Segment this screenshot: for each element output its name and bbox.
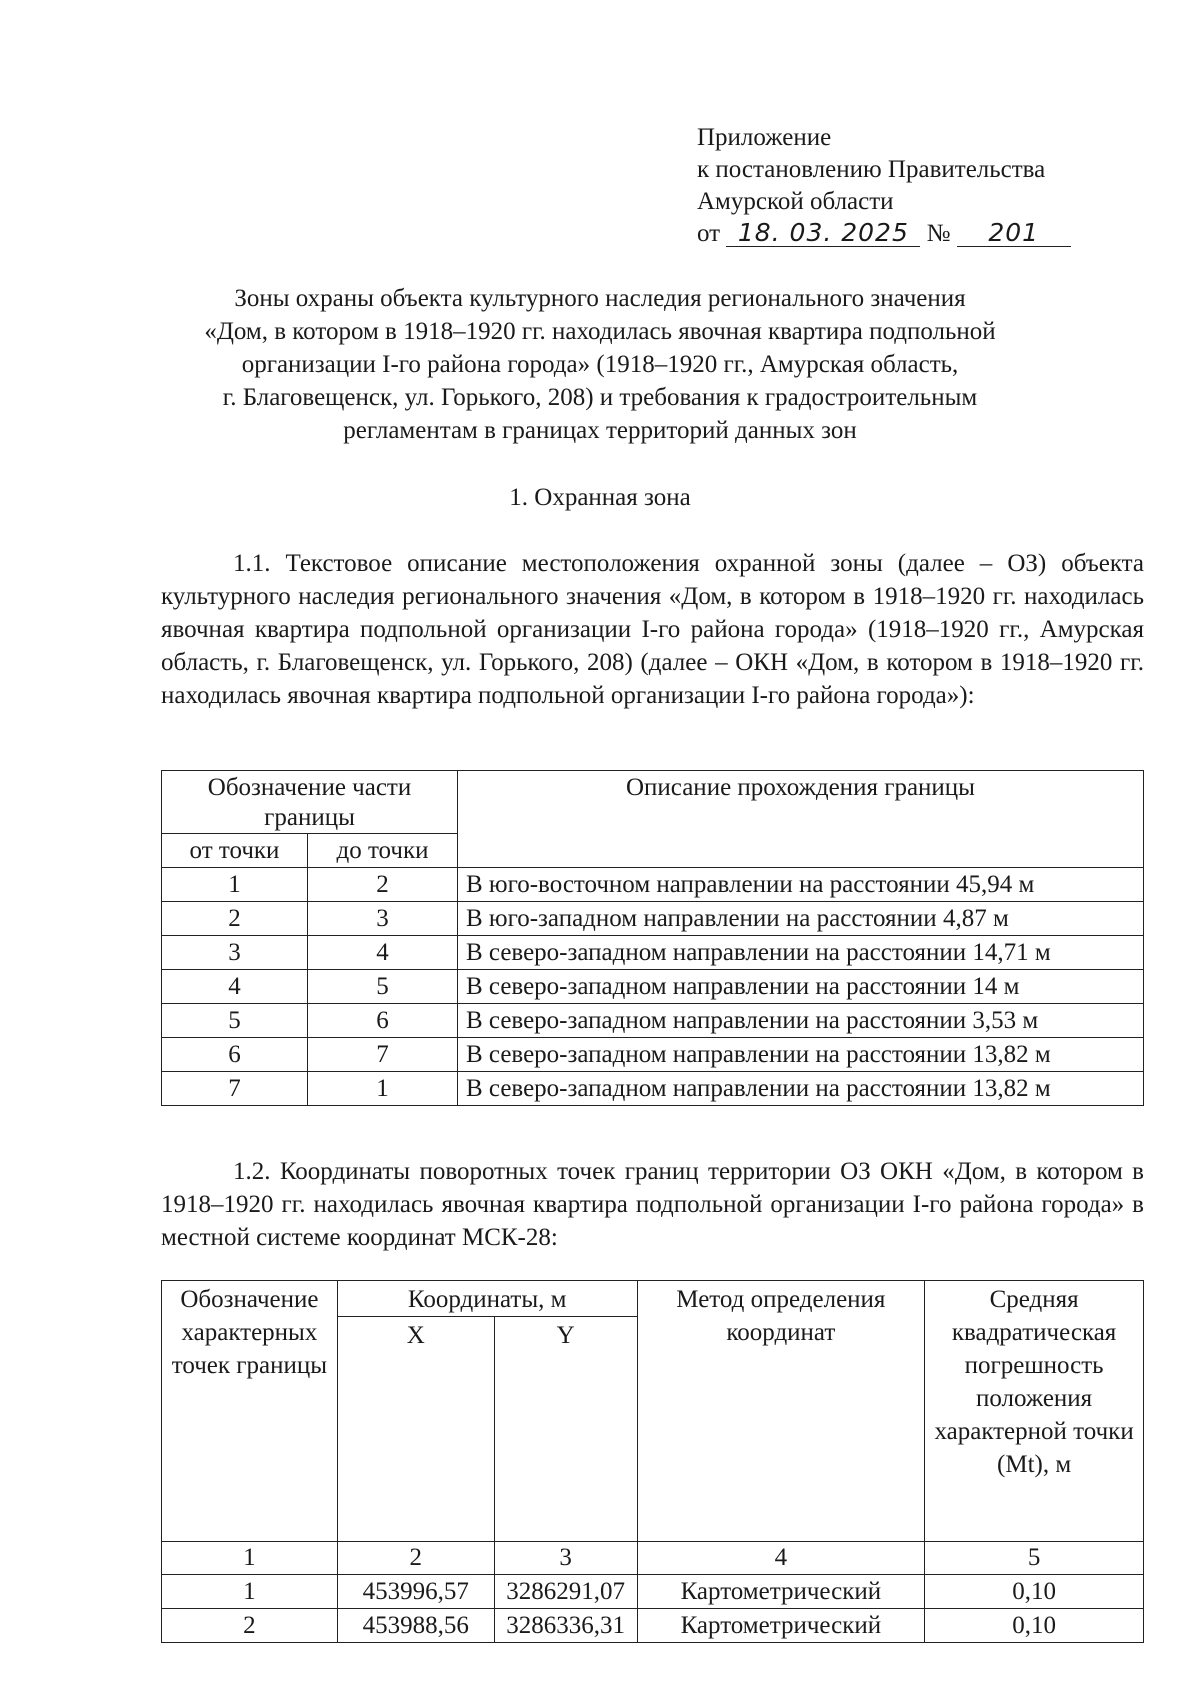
paragraph-1-1: 1.1. Текстовое описание местоположения охранной зоны (далее – ОЗ) объекта культурного наследия регионального значения «Дом, в котором в 1918–1920 гг. находилась явочная квартира подпольной организации I-го района города» (1918–1920 гг., Амурская область, г. Благовещенск, ул. Горького, 208) (далее – ОКН «Дом, в котором в 1918–1920 гг. находилась явочная квартира подпольной организации I-го района города»): [161, 550, 1144, 709]
column-index: 4 [637, 1542, 925, 1575]
description-cell: В северо-западном направлении на расстоянии 13,82 м [458, 1072, 1144, 1106]
header-point-designation: Обозначение характерных точек границы [162, 1281, 338, 1542]
header-mean-error: Средняя квадратическая погрешность положения характерной точки (Mt), м [925, 1281, 1144, 1542]
point-cell: 1 [162, 1575, 338, 1609]
to-point-cell: 4 [308, 936, 458, 970]
title-line-4: г. Благовещенск, ул. Горького, 208) и требования к градостроительным [222, 384, 978, 411]
method-cell: Картометрический [637, 1609, 925, 1643]
to-point-cell: 7 [308, 1038, 458, 1072]
header-boundary-description: Описание прохождения границы [458, 771, 1144, 868]
appendix-date-line [697, 218, 1071, 250]
header-method: Метод определения координат [637, 1281, 925, 1542]
table-row [162, 1004, 1144, 1038]
to-point-cell: 3 [308, 902, 458, 936]
title-line-5: регламентам в границах территорий данных зон [343, 417, 857, 444]
table-row [162, 902, 1144, 936]
from-point-cell: 4 [162, 970, 308, 1004]
table-row [162, 1072, 1144, 1106]
table-row [162, 970, 1144, 1004]
description-cell: В юго-западном направлении на расстоянии 4,87 м [458, 902, 1144, 936]
table-row [162, 936, 1144, 970]
header-x: X [337, 1317, 494, 1542]
from-point-cell: 7 [162, 1072, 308, 1106]
appendix-line-1: Приложение [697, 124, 832, 151]
from-point-cell: 6 [162, 1038, 308, 1072]
table-row [162, 868, 1144, 902]
appendix-line-2: к постановлению Правительства [697, 156, 1046, 183]
column-index: 1 [162, 1542, 338, 1575]
y-coordinate-cell: 3286336,31 [494, 1609, 637, 1643]
x-coordinate-cell: 453988,56 [337, 1609, 494, 1643]
error-cell: 0,10 [925, 1575, 1144, 1609]
x-coordinate-cell: 453996,57 [337, 1575, 494, 1609]
appendix-block [697, 122, 1071, 250]
header-part-of-boundary: Обозначение части границы [162, 771, 458, 834]
to-point-cell: 6 [308, 1004, 458, 1038]
y-coordinate-cell: 3286291,07 [494, 1575, 637, 1609]
table-row [162, 1575, 1144, 1609]
to-point-cell: 2 [308, 868, 458, 902]
error-cell: 0,10 [925, 1609, 1144, 1643]
column-index-row [162, 1542, 1144, 1575]
description-cell: В юго-восточном направлении на расстоянии 45,94 м [458, 868, 1144, 902]
description-cell: В северо-западном направлении на расстоянии 14,71 м [458, 936, 1144, 970]
method-cell: Картометрический [637, 1575, 925, 1609]
header-from-point: от точки [162, 834, 308, 868]
from-point-cell: 3 [162, 936, 308, 970]
section-title: 1. Охранная зона [509, 484, 691, 511]
title-line-1: Зоны охраны объекта культурного наследия регионального значения [234, 285, 966, 312]
coordinates-table [161, 1280, 1144, 1643]
point-cell: 2 [162, 1609, 338, 1643]
boundary-table [161, 770, 1144, 1106]
appendix-line-3: Амурской области [697, 188, 894, 215]
paragraph-1-2: 1.2. Координаты поворотных точек границ территории ОЗ ОКН «Дом, в котором в 1918–1920 гг. находилась явочная квартира подпольной организации I-го района города» в местной системе координат МСК-28: [161, 1158, 1144, 1251]
column-index: 3 [494, 1542, 637, 1575]
from-point-cell: 2 [162, 902, 308, 936]
from-point-cell: 5 [162, 1004, 308, 1038]
header-y: Y [494, 1317, 637, 1542]
header-to-point: до точки [308, 834, 458, 868]
handwritten-number: 201 [957, 220, 1071, 247]
to-point-cell: 5 [308, 970, 458, 1004]
title-line-3: организации I-го района города» (1918–1920 гг., Амурская область, [241, 351, 959, 378]
from-point-cell: 1 [162, 868, 308, 902]
document-title [150, 282, 1050, 447]
description-cell: В северо-западном направлении на расстоянии 3,53 м [458, 1004, 1144, 1038]
description-cell: В северо-западном направлении на расстоянии 13,82 м [458, 1038, 1144, 1072]
table-row [162, 1038, 1144, 1072]
column-index: 2 [337, 1542, 494, 1575]
boundary-table-header [162, 771, 1144, 834]
table-row [162, 1609, 1144, 1643]
date-prefix: от [697, 220, 721, 247]
to-point-cell: 1 [308, 1072, 458, 1106]
handwritten-date: 18. 03. 2025 [726, 220, 920, 247]
coordinates-table-header [162, 1281, 1144, 1317]
header-coordinates: Координаты, м [337, 1281, 637, 1317]
column-index: 5 [925, 1542, 1144, 1575]
number-prefix: № [926, 220, 951, 247]
title-line-2: «Дом, в котором в 1918–1920 гг. находилась явочная квартира подпольной [204, 318, 996, 345]
description-cell: В северо-западном направлении на расстоянии 14 м [458, 970, 1144, 1004]
